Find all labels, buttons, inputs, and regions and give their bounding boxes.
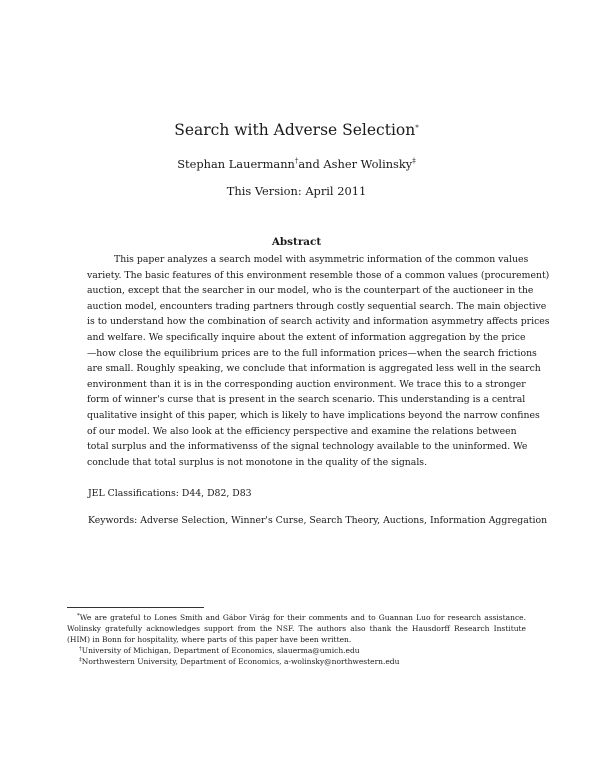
footnote-1-line <box>67 612 526 623</box>
footnote-3 <box>67 656 526 667</box>
jel-classifications: JEL Classifications: D44, D82, D83 <box>88 488 252 499</box>
footnote-3-mark: ‡ <box>79 657 82 664</box>
footnote-1-line: Wolinsky gratefully acknowledges support from the NSF. The authors also thank the Hausdorff Research Institute <box>67 624 526 634</box>
abstract-line: and welfare. We specifically inquire about the extent of information aggregation by the price <box>87 331 526 343</box>
abstract-line: environment than it is in the corresponding auction environment. We trace this to a stronger <box>87 378 526 390</box>
footnote-2 <box>67 645 526 656</box>
abstract-line: conclude that total surplus is not monotone in the quality of the signals. <box>87 456 428 468</box>
abstract-line: form of winner's curse that is present in the search scenario. This understanding is a central <box>87 394 526 406</box>
abstract-line: —how close the equilibrium prices are to the full information prices—when the search frictions <box>87 347 537 359</box>
footnote-1-line: (HIM) in Bonn for hospitality, where parts of this paper have been written. <box>67 635 352 645</box>
footnote-rule <box>67 607 204 608</box>
abstract-line: auction, except that the searcher in our model, who is the counterpart of the auctioneer in the <box>87 285 534 297</box>
paper-title-text: Search with Adverse Selection <box>174 121 416 139</box>
author-1: Stephan Lauermann <box>177 157 295 171</box>
abstract-line: qualitative insight of this paper, which is likely to have implications beyond the narrow confines <box>87 409 540 421</box>
keywords: Keywords: Adverse Selection, Winner's Curse, Search Theory, Auctions, Information Aggregation <box>88 515 548 526</box>
footnote-1-text: We are grateful to Lones Smith and Gábor Virág for their comments and to Guannan Luo for research assistance. <box>79 613 526 622</box>
footnote-1-mark: * <box>77 613 80 619</box>
abstract-line: total surplus and the informativenss of the signal technology available to the uninformed. We <box>87 441 528 453</box>
author-2-footnote-mark: ‡ <box>412 157 416 165</box>
abstract-heading: Abstract <box>271 236 322 248</box>
footnote-2-mark: † <box>79 646 82 653</box>
paper-title <box>0 121 593 139</box>
abstract-line: are small. Roughly speaking, we conclude that information is aggregated less well in the search <box>87 363 541 375</box>
abstract-line: is to understand how the combination of search activity and information asymmetry affects prices <box>87 316 550 328</box>
footnote-2-text: University of Michigan, Department of Economics, slauerma@umich.edu <box>81 646 360 656</box>
author-1-footnote-mark: † <box>294 157 299 165</box>
footnote-3-text: Northwestern University, Department of Economics, a-wolinsky@northwestern.edu <box>81 657 400 667</box>
abstract-body <box>87 252 550 470</box>
version-date: This Version: April 2011 <box>226 184 367 198</box>
abstract-line: of our model. We also look at the efficiency perspective and examine the relations between <box>87 425 517 437</box>
abstract-line: auction model, encounters trading partners through costly sequential search. The main objective <box>87 300 547 312</box>
footnotes <box>67 612 526 667</box>
author-line <box>0 157 593 171</box>
author-2: and Asher Wolinsky <box>298 157 413 171</box>
title-footnote-mark: * <box>415 124 419 132</box>
abstract-line: variety. The basic features of this environment resemble those of a common values (procurement) <box>87 269 550 281</box>
abstract-line: This paper analyzes a search model with asymmetric information of the common values <box>114 254 529 265</box>
